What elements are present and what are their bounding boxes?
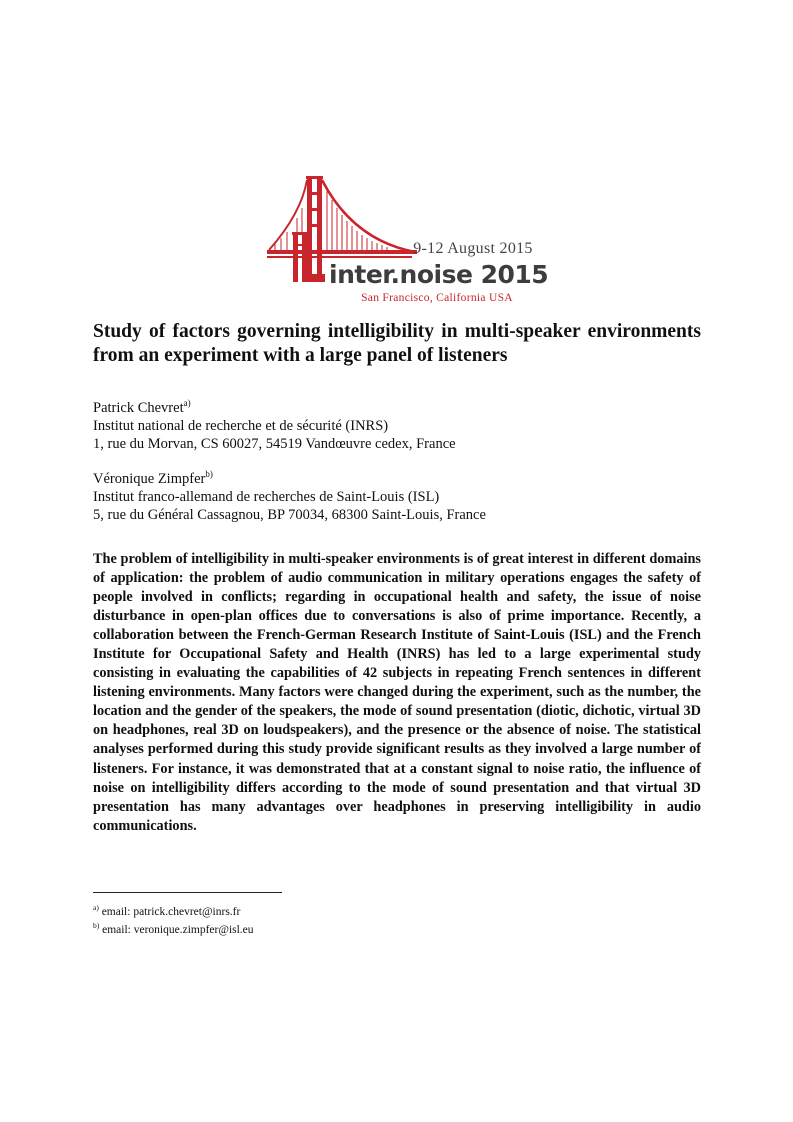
footnote-a: $^{a)}$ email: patrick.chevret@inrs.fr [93,903,241,918]
footnote-divider [93,892,282,893]
author-address: 5, rue du Général Cassagnou, BP 70034, 68300 Saint-Louis, France [93,506,486,523]
conference-location: San Francisco, California USA [361,292,513,304]
author-name: Véronique Zimpfer$^{b)}$ [93,469,213,487]
author-block-1 [93,394,701,453]
author-affiliation: Institut national de recherche et de sécurité (INRS) [93,417,389,434]
conference-name: inter.noise 2015 [329,260,549,289]
abstract: The problem of intelligibility in multi-speaker environments is of great interest in different domains of application: the problem of audio communication in military operations engages the safety of people involved in conflicts; regarding in occupational health and safety, the issue of noise disturbance in open-plan offices due to conversations is also of prime importance. Recently, a collaboration between the French-German Research Institute of Saint-Louis (ISL) and the French Institute for Occupational Safety and Health (INRS) has led to a large experimental study consisting in evaluating the capabilities of 42 subjects in repeating French sentences in different listening environments. Many factors were changed during the experiment, such as the number, the location and the gender of the speakers, the mode of sound presentation (diotic, dichotic, virtual 3D on headphones, real 3D on loudspeakers), and the presence or the absence of noise. The statistical analyses performed during this study provide significant results as they involved a large number of listeners. For instance, it was demonstrated that at a constant signal to noise ratio, the influence of noise on intelligibility differs according to the mode of sound presentation and that virtual 3D presentation has many advantages over headphones in preserving intelligibility in audio communications. [93,551,701,834]
author-affiliation: Institut franco-allemand de recherches de Saint-Louis (ISL) [93,488,440,505]
conference-date: 9-12 August 2015 [413,240,533,257]
author-address: 1, rue du Morvan, CS 60027, 54519 Vandœuvre cedex, France [93,435,456,452]
conference-logo [263,174,549,306]
paper-title: Study of factors governing intelligibility in multi-speaker environments from an experiment with a large panel of listeners [93,321,701,366]
footnote-b: $^{b)}$ email: veronique.zimpfer@isl.eu [93,920,254,936]
footnotes [93,901,254,937]
author-block-2 [93,465,701,524]
author-name: Patrick Chevret$^{a)}$ [93,398,191,416]
